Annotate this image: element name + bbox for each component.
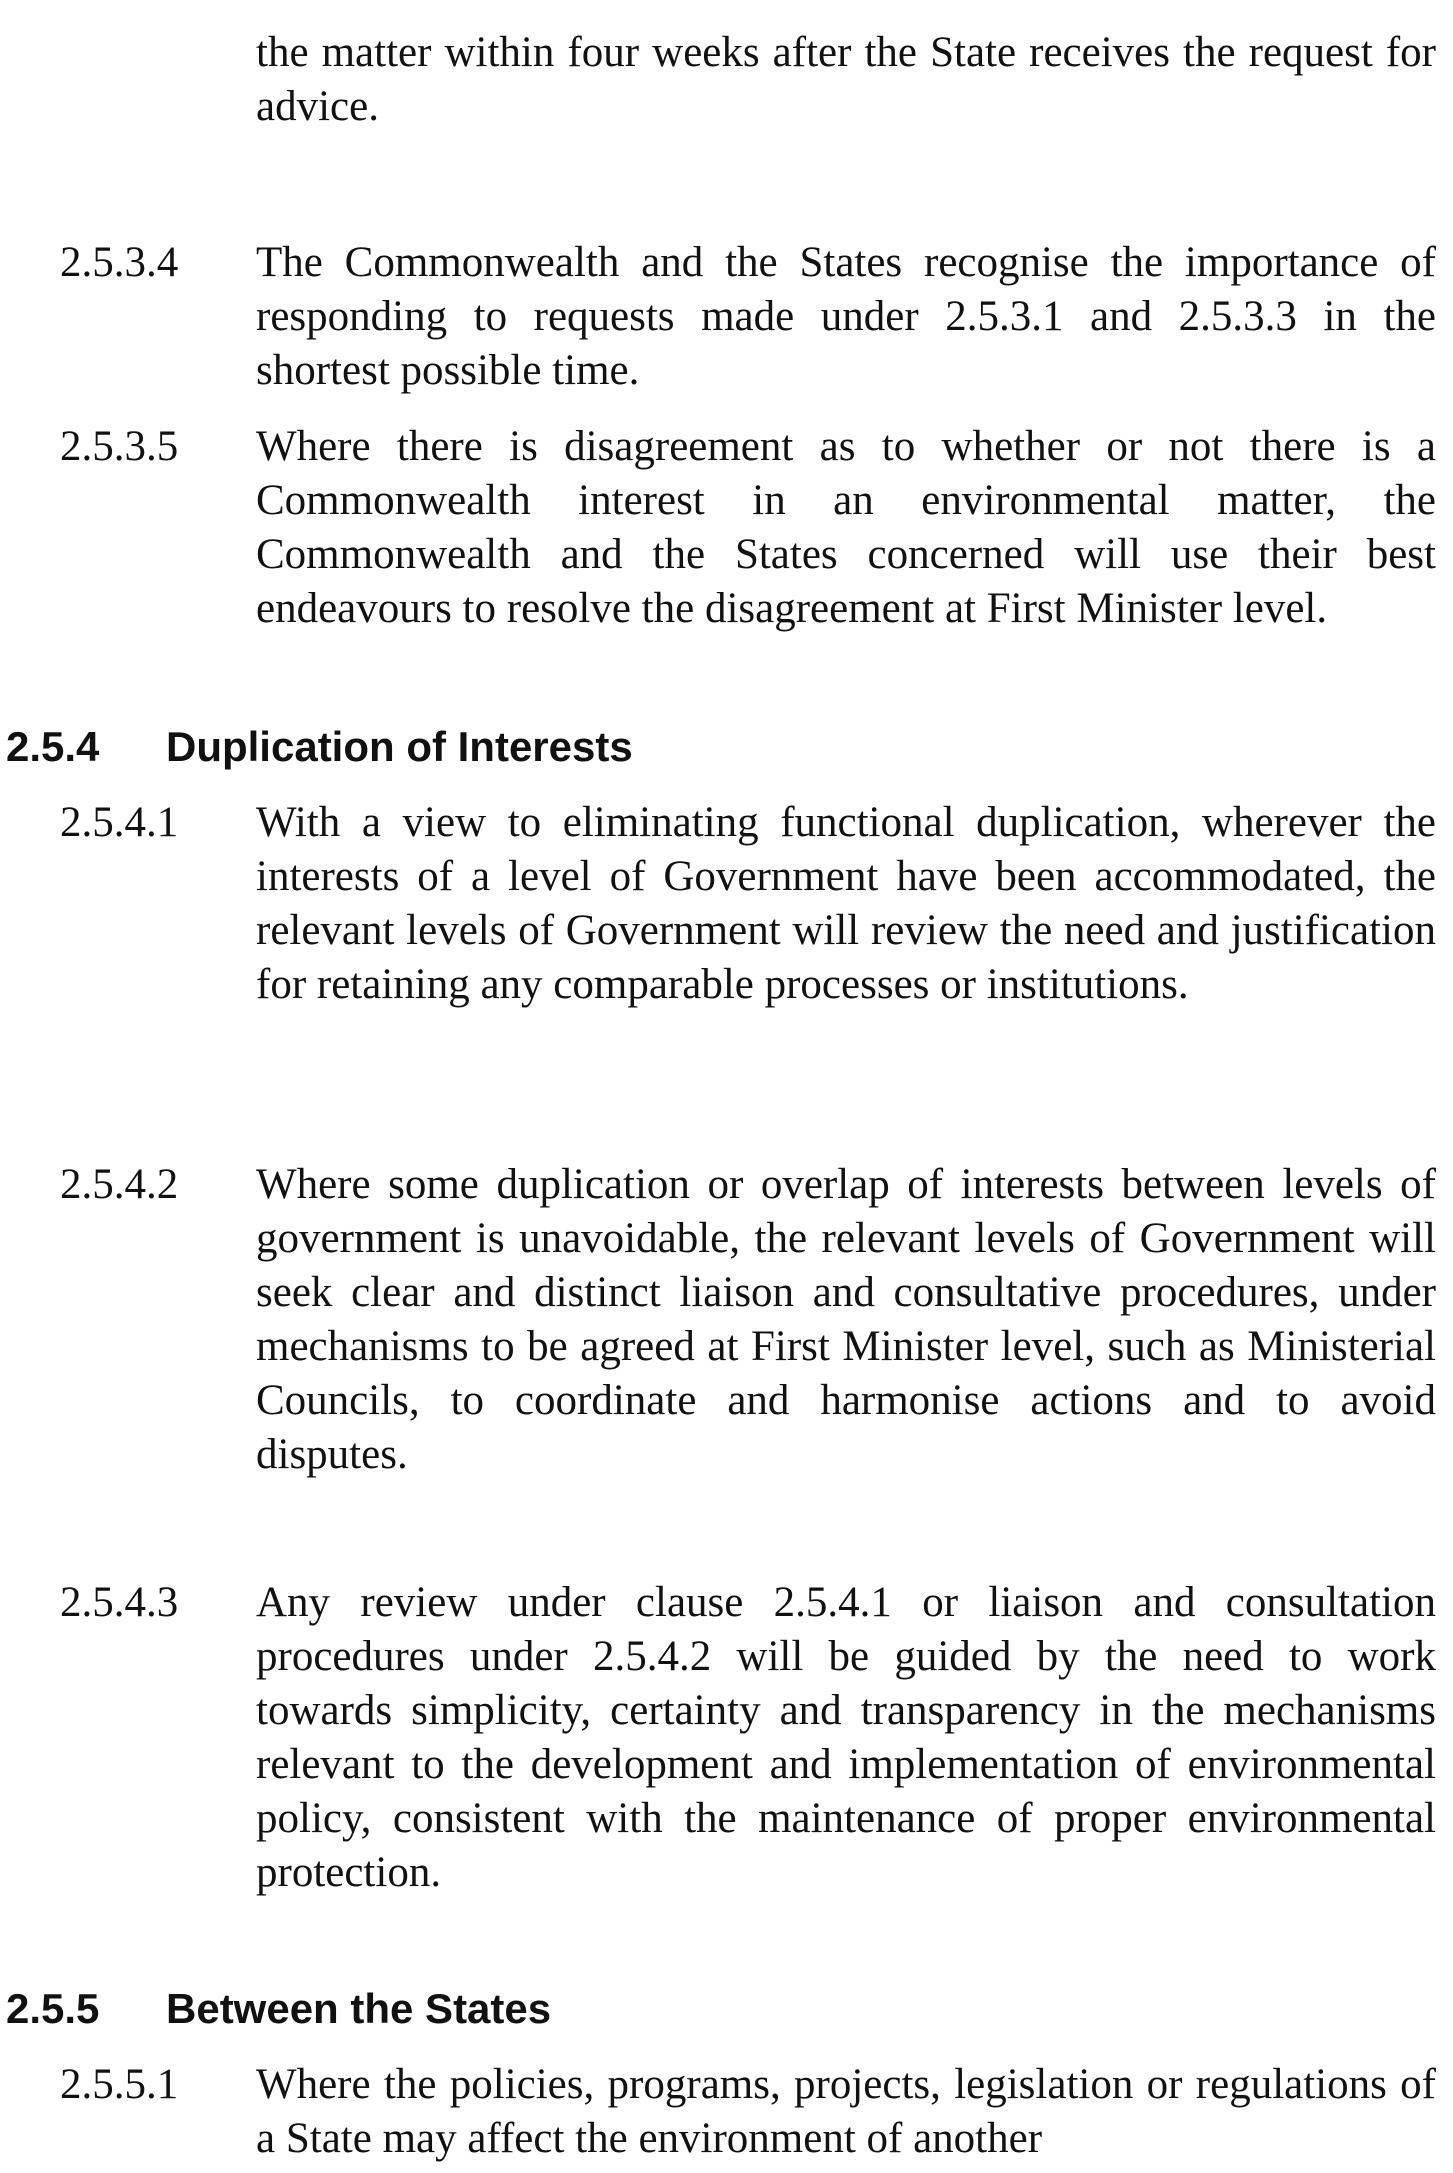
section-title: Duplication of Interests <box>166 723 633 770</box>
section-heading-2-5-5 <box>6 1982 551 2036</box>
paragraph-text: Any review under clause 2.5.4.1 or liaison and consultation procedures under 2.5.4.2 will be guided by the need to work towards simplicity, certainty and transparency in the mechanisms relevant to the development and implementation of environmental policy, consistent with the maintenance of proper environmental protection. <box>256 1579 1436 1896</box>
paragraph-number: 2.5.3.5 <box>60 423 179 470</box>
paragraph-text: Where some duplication or overlap of interests between levels of government is unavoidable, the relevant levels of Government will seek clear and distinct liaison and consultative procedures, under mechanisms to be agreed at First Minister level, such as Ministerial Councils, to coordinate and harmonise actions and to avoid disputes. <box>256 1161 1436 1478</box>
paragraph-text: Where there is disagreement as to whether or not there is a Commonwealth interest in an environmental matter, the Commonwealth and the States concerned will use their best endeavours to resolve the disagreement at First Minister level. <box>256 423 1436 632</box>
section-number: 2.5.4 <box>6 723 100 770</box>
paragraph-number: 2.5.4.3 <box>60 1579 179 1626</box>
paragraph-number: 2.5.4.1 <box>60 799 179 846</box>
paragraph-number: 2.5.5.1 <box>60 2061 179 2108</box>
paragraph-number: 2.5.3.4 <box>60 239 179 286</box>
paragraph-number: 2.5.4.2 <box>60 1161 179 1208</box>
section-heading-2-5-4 <box>6 720 633 774</box>
paragraph-text: The Commonwealth and the States recognise the importance of responding to requests made under 2.5.3.1 and 2.5.3.3 in the shortest possible time. <box>256 239 1436 394</box>
paragraph-text: With a view to eliminating functional duplication, wherever the interests of a level of Government have been accommodated, the relevant levels of Government will review the need and justification for retaining any comparable processes or institutions. <box>256 799 1436 1008</box>
section-number: 2.5.5 <box>6 1985 100 2032</box>
section-title: Between the States <box>166 1985 552 2032</box>
paragraph-text: the matter within four weeks after the State receives the request for advice. <box>256 29 1436 130</box>
paragraph-text: Where the policies, programs, projects, legislation or regulations of a State may affect the environment of another <box>256 2061 1436 2162</box>
